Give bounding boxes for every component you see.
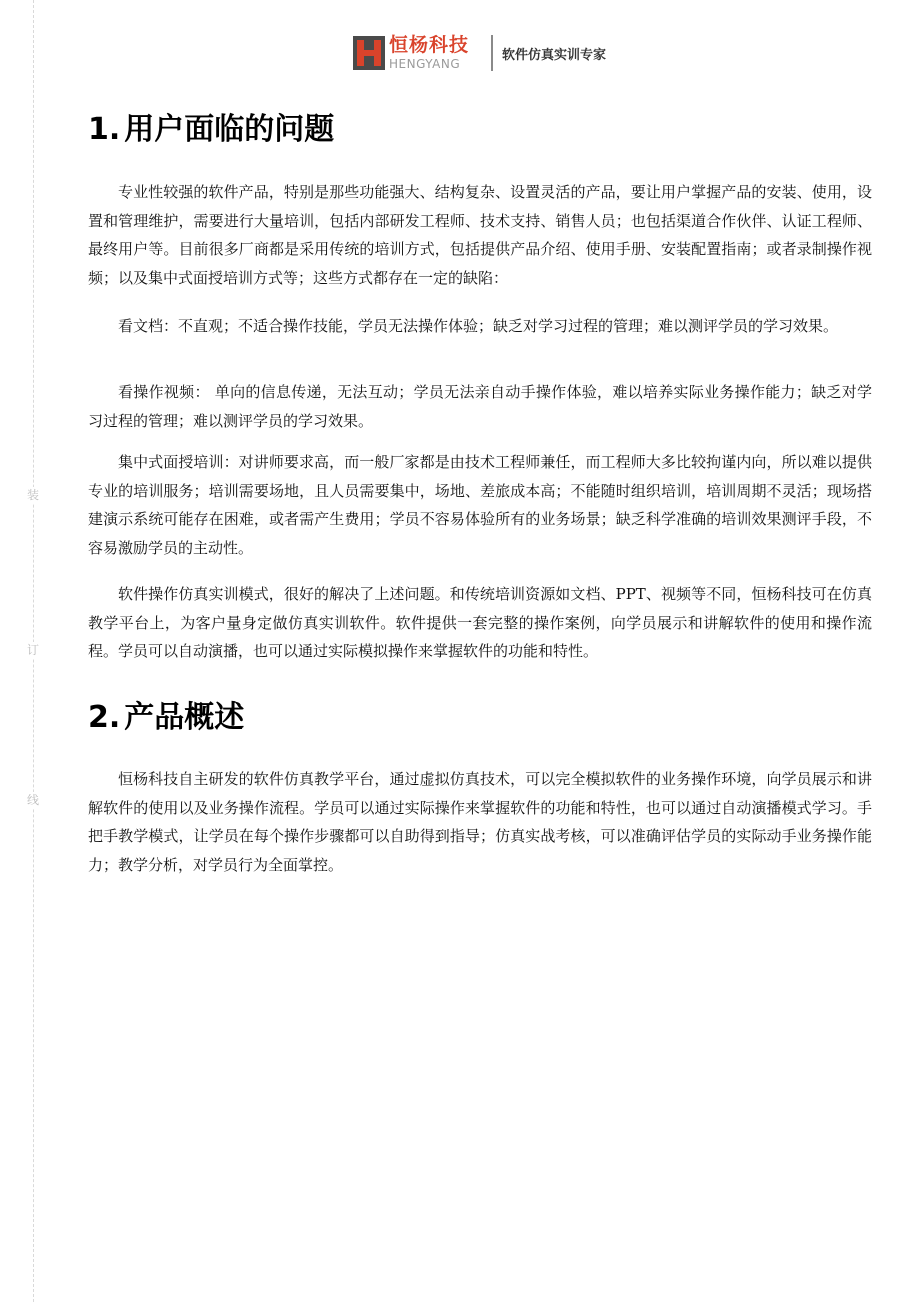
binding-mark-zhuang: 装 xyxy=(26,488,39,502)
section-1-paragraph-4: 集中式面授培训：对讲师要求高，而一般厂家都是由技术工程师兼任，而工程师大多比较拘谨内向，所以难以提供专业的培训服务；培训需要场地，且人员需要集中，场地、差旅成本高；不能随时组织培训，培训周期不灵活；现场搭建演示系统可能存在困难，或者需产生费用；学员不容易体验所有的业务场景；缺乏科学准确的培训效果测评手段，不容易激励学员的主动性。 xyxy=(88,453,872,557)
section-1-paragraph-2: 看文档：不直观；不适合操作技能，学员无法操作体验；缺乏对学习过程的管理；难以测评学员的学习效果。 xyxy=(118,317,839,335)
section-2-paragraph-1: 恒杨科技自主研发的软件仿真教学平台，通过虚拟仿真技术，可以完全模拟软件的业务操作环境，向学员展示和讲解软件的使用以及业务操作流程。学员可以通过实际操作来掌握软件的功能和特性，也可以通过自动演播模式学习。手把手教学模式，让学员在每个操作步骤都可以自助得到指导；仿真实战考核，可以准确评估学员的实际动手业务操作能力；教学分析，对学员行为全面掌控。 xyxy=(88,770,872,874)
page-header xyxy=(353,33,606,73)
section-title: 产品概述 xyxy=(124,700,245,735)
section-number: 2. xyxy=(88,700,121,735)
binding-mark-xian: 线 xyxy=(26,793,39,807)
section-1-paragraph-3: 看操作视频： 单向的信息传递，无法互动；学员无法亲自动手操作体验，难以培养实际业务操作能力；缺乏对学习过程的管理；难以测评学员的学习效果。 xyxy=(88,383,872,430)
binding-mark-ding: 订 xyxy=(26,643,39,657)
section-1-paragraph-5: 软件操作仿真实训模式，很好的解决了上述问题。和传统培训资源如文档、PPT、视频等不同，恒杨科技可在仿真教学平台上，为客户量身定做仿真实训软件。软件提供一套完整的操作案例，向学员展示和讲解软件的使用和操作流程。学员可以自动演播，也可以通过实际模拟操作来掌握软件的功能和特性。 xyxy=(88,585,872,660)
section-heading-1 xyxy=(88,110,334,150)
company-logo-icon xyxy=(353,36,385,70)
section-title: 用户面临的问题 xyxy=(124,112,335,147)
section-1-paragraph-1: 专业性较强的软件产品，特别是那些功能强大、结构复杂、设置灵活的产品，要让用户掌握产品的安装、使用，设置和管理维护，需要进行大量培训，包括内部研发工程师、技术支持、销售人员；也包括渠道合作伙伴、认证工程师、最终用户等。目前很多厂商都是采用传统的培训方式，包括提供产品介绍、使用手册、安装配置指南；或者录制操作视频；以及集中式面授培训方式等；这些方式都存在一定的缺陷： xyxy=(88,183,872,287)
brand-name-cn: 恒杨科技 xyxy=(389,34,470,56)
section-number: 1. xyxy=(88,112,121,147)
header-slogan: 软件仿真实训专家 xyxy=(502,47,607,63)
company-logo-text xyxy=(389,36,469,70)
brand-name-en: HENGYANG xyxy=(389,57,461,71)
section-heading-2 xyxy=(88,698,244,738)
header-divider xyxy=(491,35,493,71)
